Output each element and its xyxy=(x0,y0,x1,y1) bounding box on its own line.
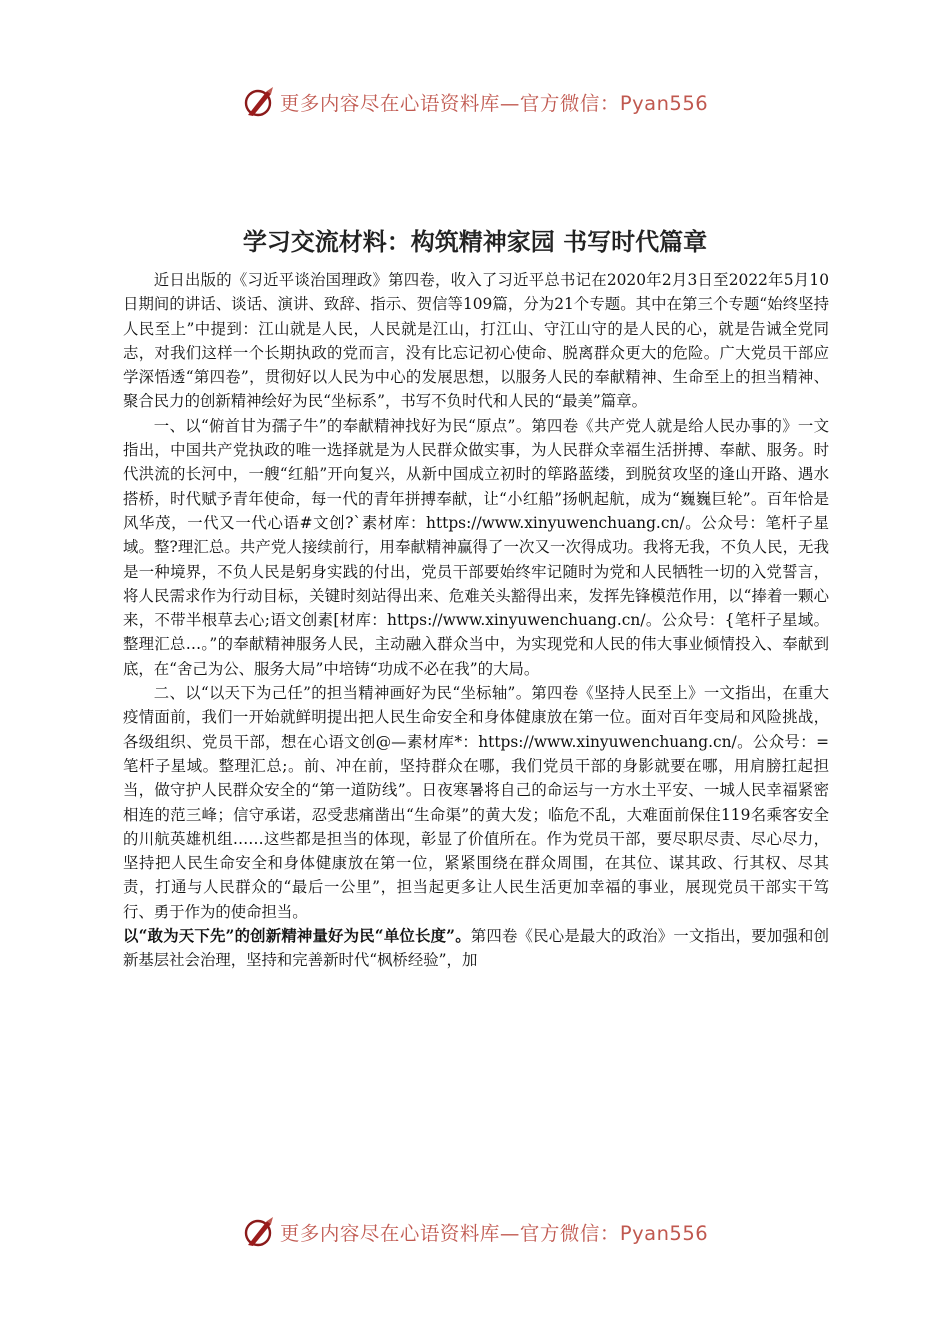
footer-banner xyxy=(0,1212,950,1252)
header-banner xyxy=(0,82,950,122)
pen-quill-icon xyxy=(242,85,276,119)
paragraph-section-1: 一、以“俯首甘为孺子牛”的奉献精神找好为民“原点”。第四卷《共产党人就是给人民办事的》一文指出，中国共产党执政的唯一选择就是为人民群众做实事，为人民群众幸福生活拼搏、奉献、服务。时代洪流的长河中，一艘“红船”开向复兴，从新中国成立初时的筚路蓝缕，到脱贫攻坚的逢山开路、遇水搭桥，时代赋予青年使命，每一代的青年拼搏奉献，让“小红船”扬帆起航，成为“巍巍巨轮”。百年恰是风华茂，一代又一代心语#文创?`素材库：https://www.xinyuwenchuang.cn/。公众号：笔杆子星域。整?理汇总。共产党人接续前行，用奉献精神赢得了一次又一次得成功。我将无我，不负人民，无我是一种境界，不负人民是躬身实践的付出，党员干部要始终牢记随时为党和人民牺牲一切的入党誓言，将人民需求作为行动目标，关键时刻站得出来、危难关头豁得出来，发挥先锋模范作用，以“捧着一颗心来，不带半根草去心;语文创素[材库：https://www.xinyuwenchuang.cn/。公众号：{笔杆子星域。整理汇总…。”的奉献精神服务人民，主动融入群众当中，为实现党和人民的伟大事业倾情投入、奉献到底，在“舍己为公、服务大局”中培铸“功成不必在我”的大局。 xyxy=(123,416,829,678)
paragraph-intro: 近日出版的《习近平谈治国理政》第四卷，收入了习近平总书记在2020年2月3日至2022年5月10日期间的讲话、谈话、演讲、致辞、指示、贺信等109篇，分为21个专题。其中在第三个专题“始终坚持人民至上”中提到：江山就是人民，人民就是江山，打江山、守江山守的是人民的心，就是告诫全党同志，对我们这样一个长期执政的党而言，没有比忘记初心使命、脱离群众更大的危险。广大党员干部应学深悟透“第四卷”，贯彻好以人民为中心的发展思想，以服务人民的奉献精神、生命至上的担当精神、聚合民力的创新精神绘好为民“坐标系”，书写不负时代和人民的“最美”篇章。 xyxy=(123,271,829,411)
paragraph-section-2: 二、以“以天下为己任”的担当精神画好为民“坐标轴”。第四卷《坚持人民至上》一文指出，在重大疫情面前，我们一开始就鲜明提出把人民生命安全和身体健康放在第一位。面对百年变局和风险挑战，各级组织、党员干部，想在心语文创@—素材库*：https://www.xinyuwenchuang.cn/。公众号：=笔杆子星域。整理汇总;。前、冲在前，坚持群众在哪，我们党员干部的身影就要在哪，用肩膀扛起担当，做守护人民群众安全的“第一道防线”。日夜寒暑将自己的命运与一方水土平安、一城人民幸福紧密相连的范三峰；信守承诺，忍受悲痛凿出“生命渠”的黄大发；临危不乱，大难面前保住119名乘客安全的川航英雄机组……这些都是担当的体现，彰显了价值所在。作为党员干部，要尽职尽责、尽心尽力，坚持把人民生命安全和身体健康放在第一位，紧紧围绕在群众周围，在其位、谋其政、行其权、尽其责，打通与人民群众的“最后一公里”，担当起更多让人民生活更加幸福的事业，展现党员干部实干笃行、勇于作为的使命担当。 xyxy=(123,684,829,921)
banner-text: 更多内容尽在心语资料库—官方微信：Pyan556 xyxy=(279,92,709,115)
document-title: 学习交流材料：构筑精神家园 书写时代篇章 xyxy=(242,228,708,256)
paragraph-section-3 xyxy=(123,924,829,973)
document-body xyxy=(123,268,829,973)
pen-quill-icon xyxy=(242,1215,276,1249)
banner-text: 更多内容尽在心语资料库—官方微信：Pyan556 xyxy=(279,1222,709,1245)
section-3-text: 第四卷《民心是最大的政治》一文指出，要加强和创新基层社会治理，坚持和完善新时代“枫桥经验”，加 xyxy=(123,927,829,970)
section-3-lead: 以“敢为天下先”的创新精神量好为民“单位长度”。 xyxy=(123,927,471,946)
